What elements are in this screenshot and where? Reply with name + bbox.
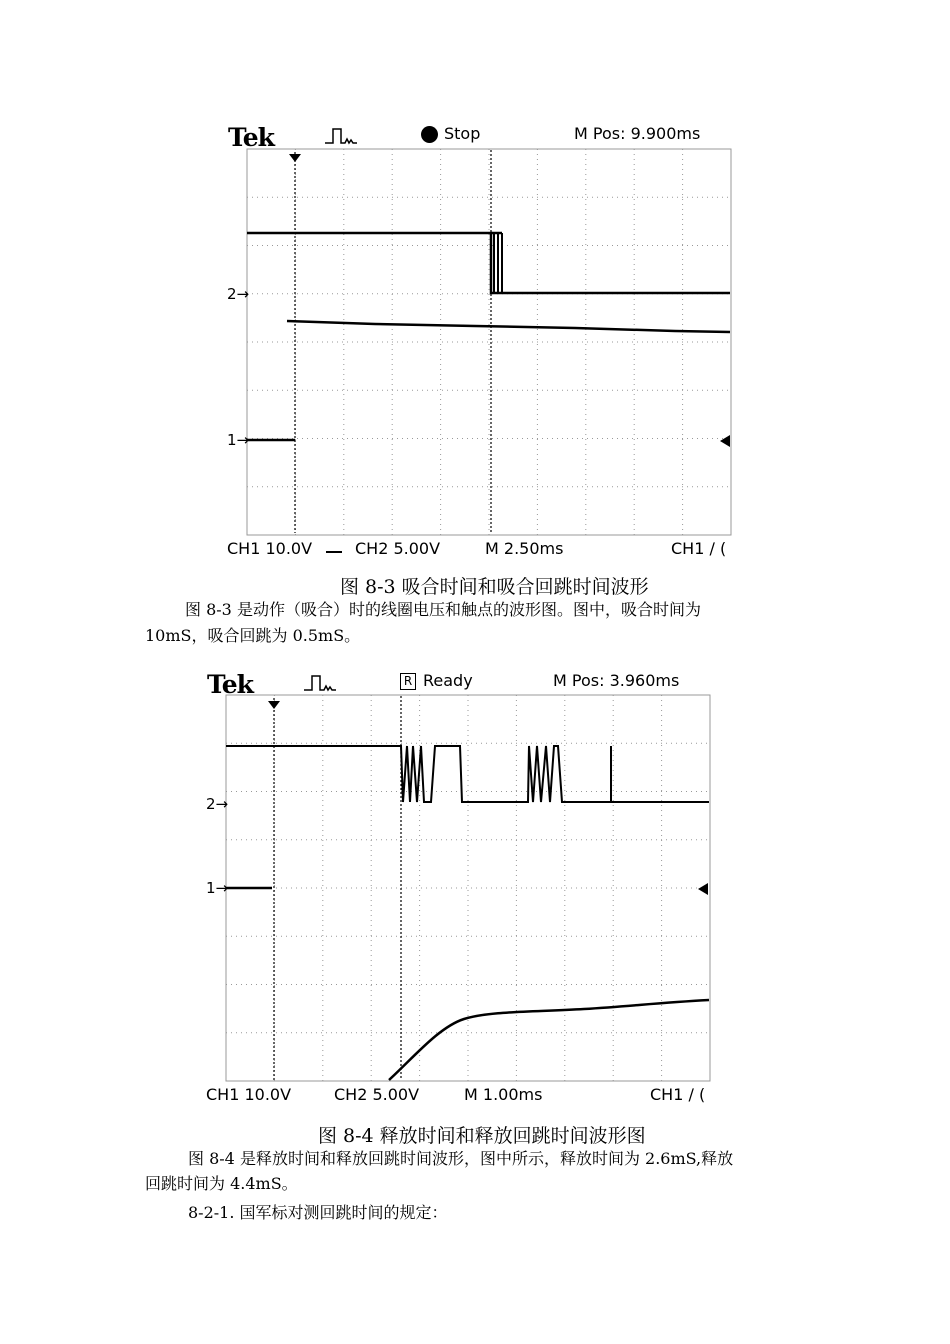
oscilloscope-screenshot-2	[204, 666, 724, 1114]
ready-indicator-icon: R	[400, 673, 416, 690]
ch2-marker: 2→	[227, 285, 250, 303]
graticule-border	[226, 695, 710, 1081]
coupling-icon	[326, 551, 342, 553]
scope-1-screen	[225, 146, 745, 546]
figure-caption-8-3: 图 8-3 吸合时间和吸合回跳时间波形	[340, 576, 649, 598]
section-heading: 8-2-1. 国军标对测回跳时间的规定：	[188, 1203, 448, 1222]
timebase: M 2.50ms	[485, 539, 564, 558]
trigger-setting: CH1 ∕ (	[650, 1085, 706, 1104]
paragraph-1-line-1: 图 8-3 是动作（吸合）时的线圈电压和触点的波形图。图中，吸合时间为	[185, 600, 701, 619]
trigger-setting: CH1 ∕ (	[671, 539, 727, 558]
ch2-trace	[226, 746, 709, 802]
brand-logo: Tek	[207, 670, 253, 699]
trigger-level-arrow-icon	[698, 883, 708, 895]
paragraph-2-line-2: 回跳时间为 4.4mS。	[145, 1174, 298, 1193]
ch1-marker: 1→	[206, 879, 229, 897]
timebase: M 1.00ms	[464, 1085, 543, 1104]
status-text: Ready	[423, 671, 473, 690]
ch1-trace-rising	[389, 1000, 709, 1080]
ch1-scale: CH1 10.0V	[206, 1085, 292, 1104]
m-pos-readout: M Pos: 9.900ms	[574, 124, 701, 143]
trigger-level-arrow-icon	[720, 435, 730, 447]
brand-logo: Tek	[228, 123, 274, 152]
graticule	[247, 149, 731, 535]
paragraph-2-line-1: 图 8-4 是释放时间和释放回跳时间波形，图中所示，释放时间为 2.6mS,释放	[188, 1149, 734, 1168]
status-text: Stop	[444, 124, 481, 143]
ch1-marker: 1→	[227, 431, 250, 449]
paragraph-1-line-2: 10mS，吸合回跳为 0.5mS。	[145, 626, 361, 645]
acquisition-pulse-icon	[302, 672, 342, 694]
ch2-scale: CH2 5.00V	[355, 539, 441, 558]
ch1-scale: CH1 10.0V	[227, 539, 313, 558]
acquisition-pulse-icon	[323, 125, 363, 147]
oscilloscope-screenshot-1	[225, 118, 745, 568]
graticule-border	[247, 149, 731, 535]
stop-indicator-icon	[421, 126, 438, 143]
m-pos-readout: M Pos: 3.960ms	[553, 671, 680, 690]
ch2-marker: 2→	[206, 795, 229, 813]
ch2-scale: CH2 5.00V	[334, 1085, 420, 1104]
ch1-trace-upper	[287, 321, 730, 332]
scope-2-screen	[204, 692, 724, 1086]
figure-caption-8-4: 图 8-4 释放时间和释放回跳时间波形图	[318, 1125, 646, 1147]
graticule	[226, 695, 710, 1081]
trigger-cursor	[289, 152, 301, 533]
